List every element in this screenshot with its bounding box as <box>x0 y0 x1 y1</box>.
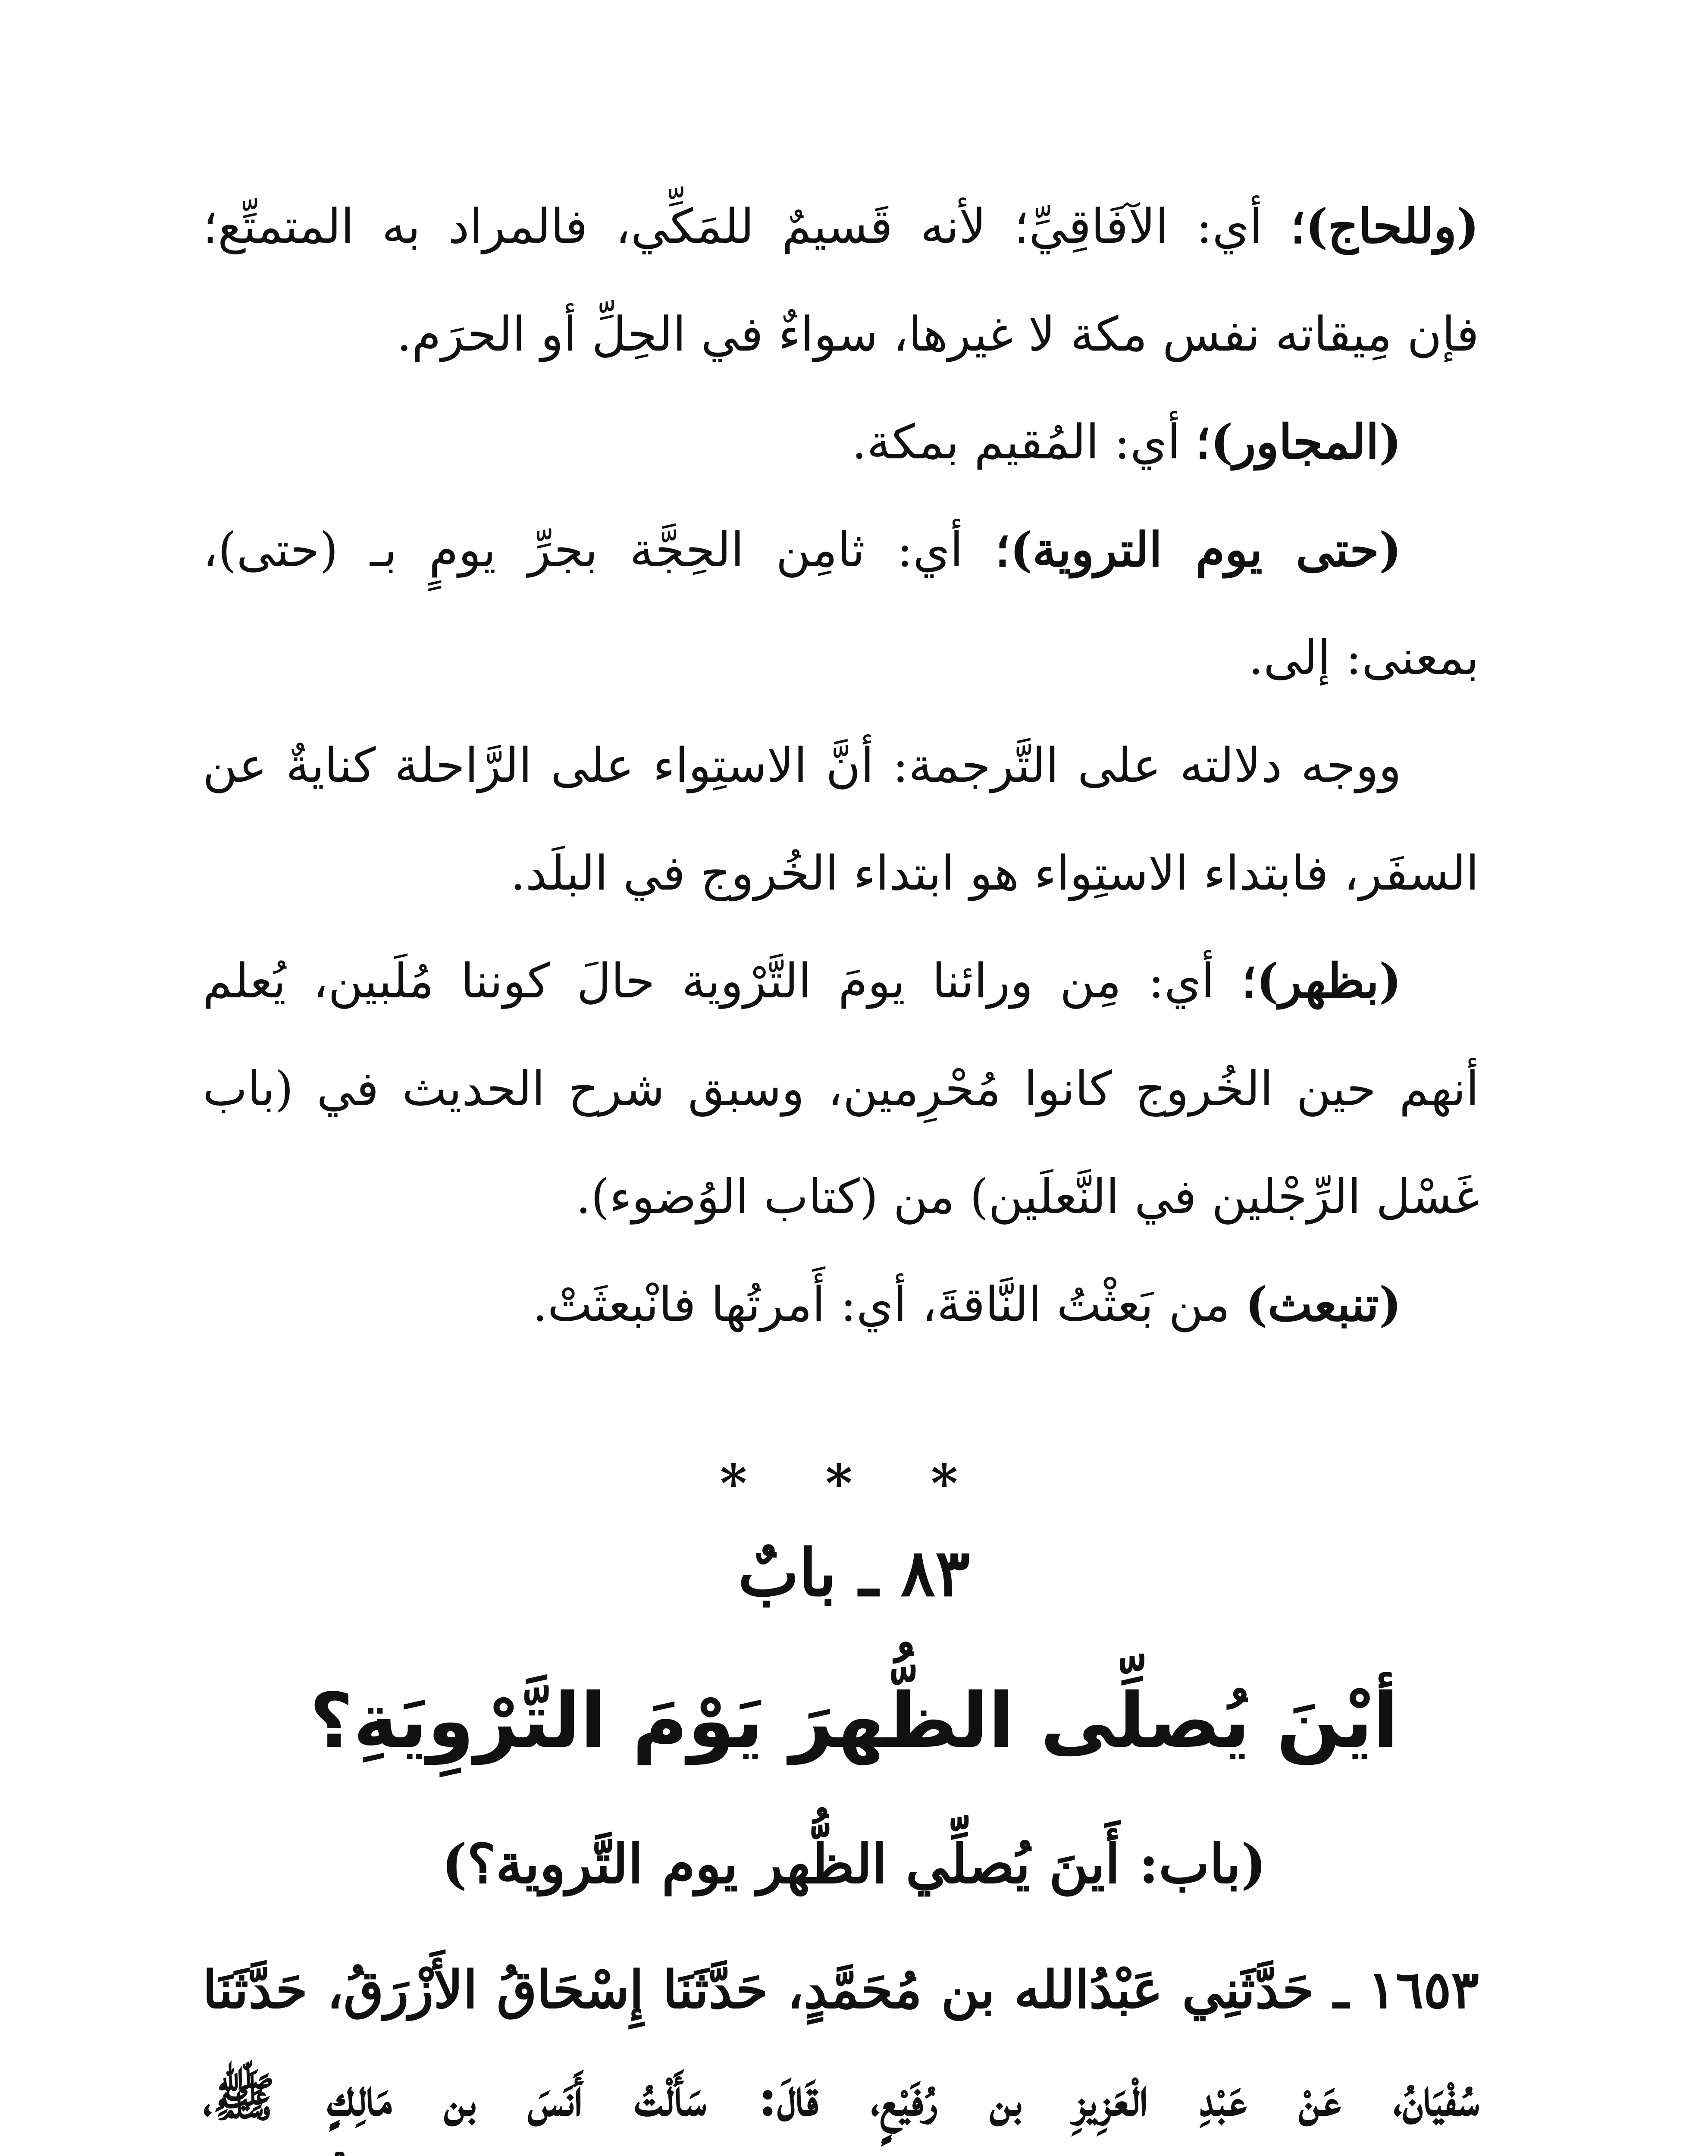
commentary-line-7 <box>203 819 1479 927</box>
chapter-title: أيْنَ يُصلِّى الظُّهرَ يَوْمَ التَّرْوِيَةِ؟ <box>309 1677 1399 1765</box>
commentary-line-1 <box>203 172 1479 280</box>
commentary-term: (بظهر)؛ <box>1241 953 1401 1009</box>
commentary-line-8 <box>203 927 1479 1035</box>
commentary-line-11 <box>203 1250 1479 1358</box>
commentary-line-6 <box>203 711 1479 819</box>
commentary-line-3 <box>203 388 1479 496</box>
commentary-term: (حتى يوم التروية)؛ <box>995 522 1401 577</box>
commentary-term: (المجاور)؛ <box>1195 414 1401 470</box>
hadith-line-2: سُفْيَانُ، عَنْ عَبْدِ الْعَزِيزِ بن رُفَيْعٍ، قَالَ: سَأَلْتُ أَنَسَ بن مَالِكٍ ﷺ، <box>203 2067 1479 2128</box>
commentary-block <box>203 172 1479 1358</box>
commentary-line-10 <box>203 1143 1479 1250</box>
hadith-line-1: ١٦٥٣ ـ حَدَّثَنِي عَبْدُالله بن مُحَمَّدٍ، حَدَّثَنَا إِسْحَاقُ الأَزْرَقُ، حَدَّثَنَا <box>203 1959 1479 2020</box>
hadith-line-3 <box>203 2152 1479 2156</box>
commentary-text: ووجه دلالته على التَّرجمة: أنَّ الاستِواء على الرَّاحلة كنايةٌ عن <box>203 738 1401 793</box>
commentary-term: (تنبعث) <box>1245 1276 1401 1332</box>
commentary-text: غَسْل الرِّجْلين في النَّعلَين) من (كتاب الوُضوء). <box>576 1169 1479 1224</box>
commentary-line-4 <box>203 496 1479 604</box>
commentary-text: أي: ثامِن الحِجَّة بجرِّ يومٍ بـ (حتى)، <box>203 522 995 577</box>
commentary-line-2 <box>203 280 1479 388</box>
commentary-text: فإن مِيقاته نفس مكة لا غيرها، سواءٌ في الحِلِّ أو الحرَم. <box>396 307 1479 362</box>
commentary-text: أنهم حين الخُروج كانوا مُحْرِمين، وسبق شرح الحديث في (باب <box>203 1061 1479 1116</box>
hadith-block <box>203 1936 1479 2156</box>
commentary-text: السفَر، فابتداء الاستِواء هو ابتداء الخُروج في البلَد. <box>510 846 1479 901</box>
commentary-text: أي: الآفَاقِيِّ؛ لأنه قَسيمٌ للمَكِّي، فالمراد به المتمتِّع؛ <box>203 199 1291 254</box>
commentary-text: أي: المُقيم بمكة. <box>852 414 1196 470</box>
commentary-text: من بَعثْتُ النَّاقةَ، أي: أَمرتُها فانْبعثَتْ. <box>532 1277 1245 1332</box>
commentary-text: أي: مِن ورائنا يومَ التَّرْوية حالَ كوننا مُلَبين، يُعلم <box>203 953 1241 1009</box>
commentary-term: (وللحاج)؛ <box>1290 198 1479 254</box>
chapter-number: ٨٣ ـ بابٌ <box>738 1535 970 1611</box>
section-divider: * * * <box>720 1453 988 1514</box>
commentary-line-9 <box>203 1035 1479 1143</box>
commentary-text: بمعنى: إلى. <box>1248 630 1479 685</box>
chapter-subtitle: (باب: أَينَ يُصلِّي الظُّهر يوم التَّروية؟) <box>442 1833 1266 1896</box>
commentary-line-5 <box>203 604 1479 711</box>
